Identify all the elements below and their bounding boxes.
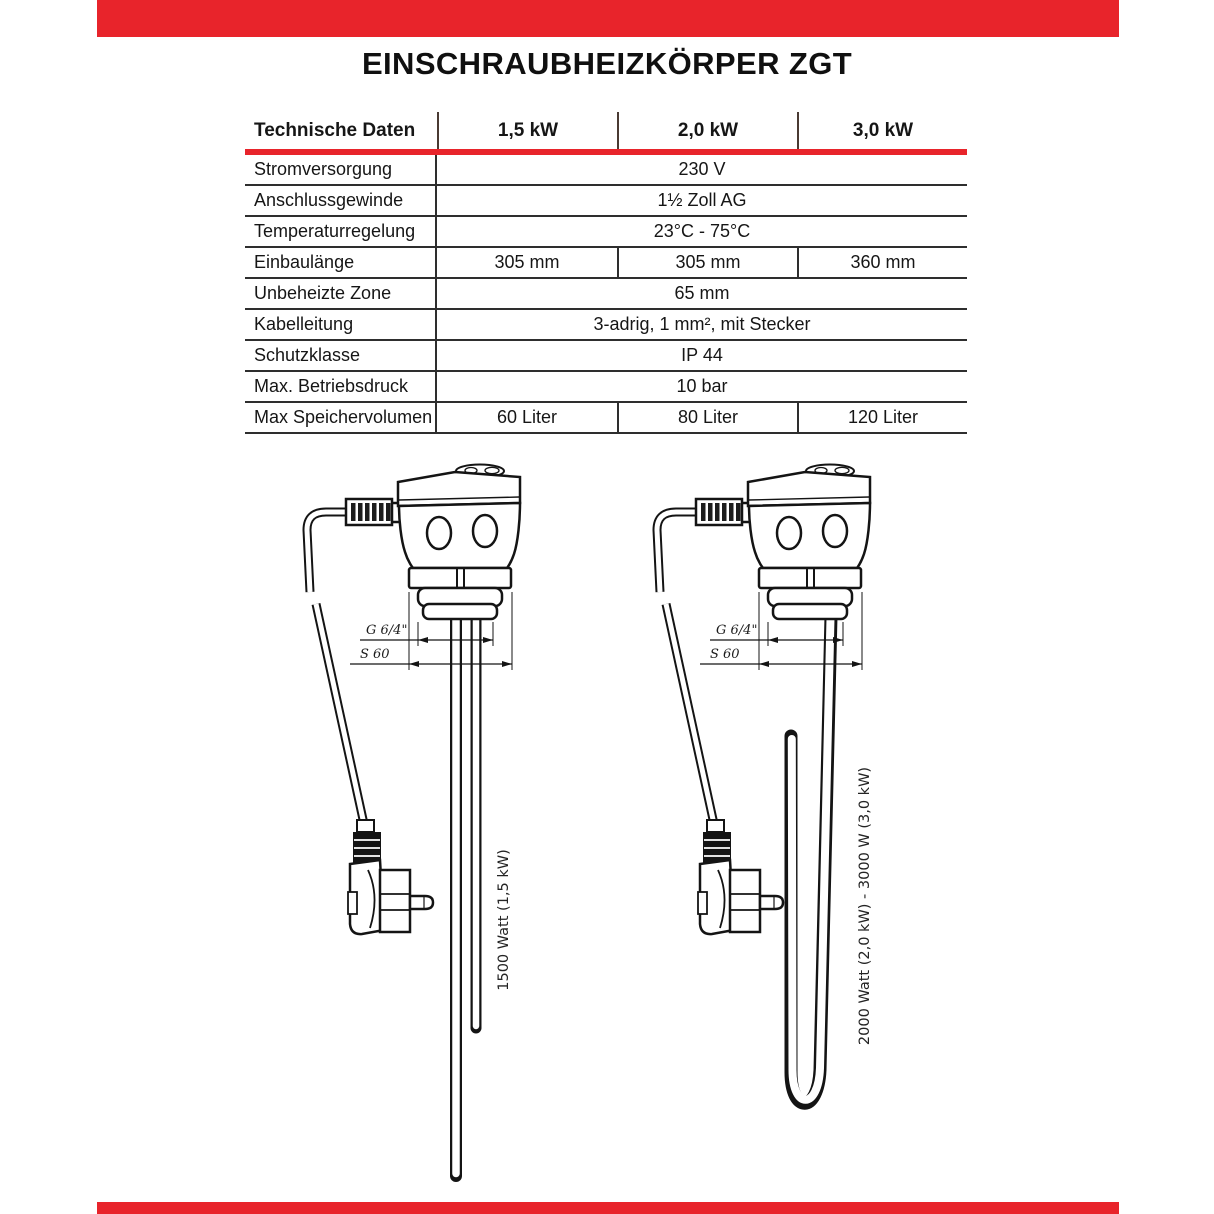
row-value: 10 bar	[676, 376, 728, 396]
row-value: 23°C - 75°C	[653, 221, 751, 241]
row-value: 230 V	[678, 159, 726, 179]
row-label: Max. Betriebsdruck	[245, 372, 437, 401]
row-value: 60 Liter	[496, 407, 558, 427]
power-label-right: 2000 Watt (2,0 kW) - 3000 W (3,0 kW)	[857, 766, 873, 1046]
table-header-col-2: 2,0 kW	[617, 112, 797, 149]
row-value: 305 mm	[617, 248, 797, 277]
bottom-red-bar	[97, 1202, 1119, 1214]
row-label: Unbeheizte Zone	[245, 279, 437, 308]
table-header-label: Technische Daten	[254, 119, 416, 141]
row-label: Anschlussgewinde	[245, 186, 437, 215]
row-label: Einbaulänge	[245, 248, 437, 277]
row-value: 120 Liter	[797, 403, 967, 432]
row-value: 360 mm	[797, 248, 967, 277]
row-value: 80 Liter	[617, 403, 797, 432]
row-label: Stromversorgung	[245, 155, 437, 184]
table-header-col-1: 1,5 kW	[437, 112, 617, 149]
row-value: 65 mm	[674, 283, 730, 303]
power-label-left: 1500 Watt (1,5 kW)	[496, 849, 512, 991]
page-title: EINSCHRAUBHEIZKÖRPER ZGT	[361, 46, 853, 81]
row-value: 305 mm	[494, 252, 560, 272]
table-header-col-3: 3,0 kW	[797, 112, 967, 149]
diagram-heater-2-3kw	[657, 465, 873, 1104]
diagram-heater-1-5kw	[307, 465, 520, 1177]
row-label: Temperaturregelung	[245, 217, 437, 246]
row-label: Max Speichervolumen	[245, 403, 437, 432]
row-value: 1½ Zoll AG	[657, 190, 747, 210]
row-value: 3-adrig, 1 mm², mit Stecker	[593, 314, 811, 334]
row-value: IP 44	[681, 345, 723, 365]
row-label: Kabelleitung	[245, 310, 437, 339]
row-label: Schutzklasse	[245, 341, 437, 370]
